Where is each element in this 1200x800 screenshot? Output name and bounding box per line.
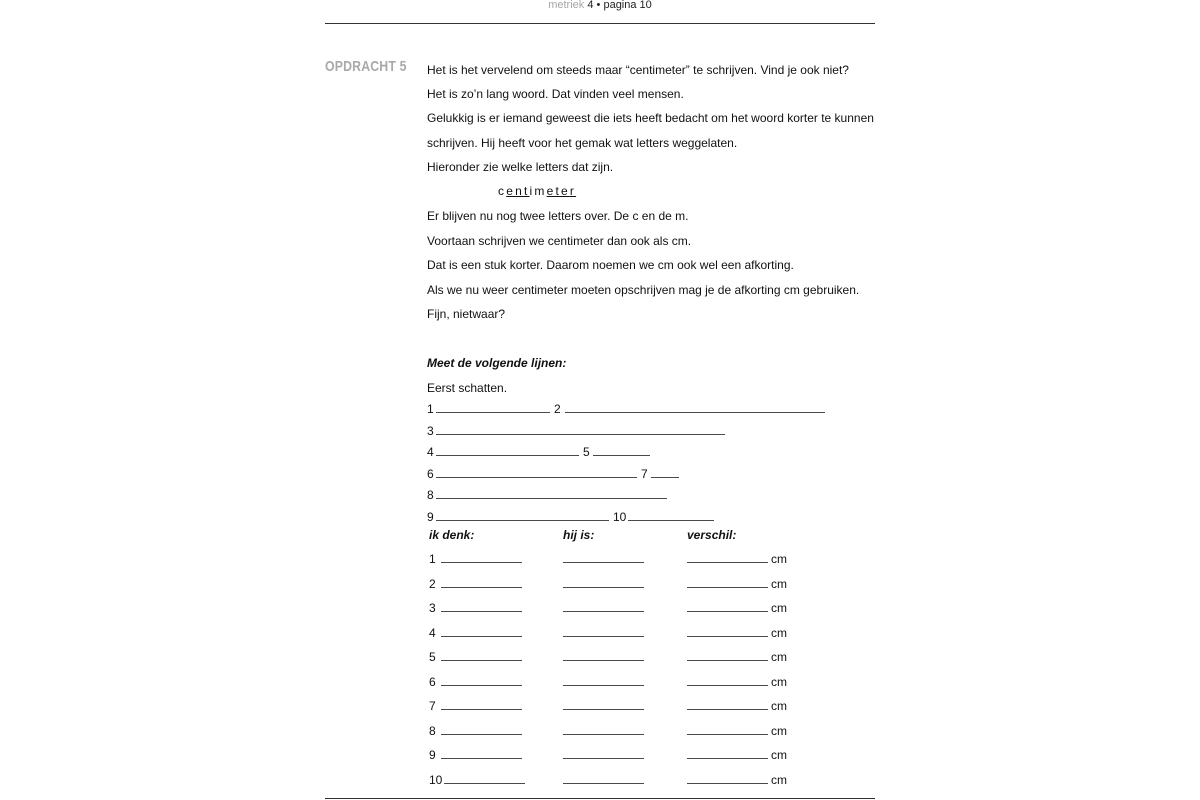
estimate-blank <box>441 660 522 661</box>
unit-label: cm <box>771 576 787 591</box>
difference-blank <box>687 758 768 759</box>
difference-blank <box>687 685 768 686</box>
estimate-blank <box>441 636 522 637</box>
unit-label: cm <box>771 552 787 566</box>
centimeter-letter: c <box>498 184 507 198</box>
unit-label: cm <box>771 625 787 640</box>
actual-blank <box>563 660 644 661</box>
line-label: 2 <box>554 402 561 416</box>
difference-blank <box>687 562 768 563</box>
estimate-blank <box>441 562 522 563</box>
centimeter-letter: m <box>534 184 547 198</box>
estimate-blank <box>444 783 525 784</box>
actual-blank <box>563 734 644 735</box>
page-header <box>0 0 1200 11</box>
estimate-blank <box>441 734 522 735</box>
instruction-text: Eerst schatten. <box>427 381 508 395</box>
actual-blank <box>563 562 644 563</box>
difference-blank <box>687 734 768 735</box>
header-series-number: 4 <box>587 0 594 11</box>
measure-line <box>651 477 679 478</box>
table-row-label: 5 <box>429 650 436 664</box>
line-label: 6 <box>427 467 434 481</box>
header-bullet: • <box>596 0 601 11</box>
line-label: 3 <box>427 424 434 438</box>
unit-label: cm <box>771 601 787 615</box>
unit-label: cm <box>771 748 787 762</box>
table-row-label: 3 <box>429 601 436 615</box>
paragraph-line: Er blijven nu nog twee letters over. De c en de m. <box>427 209 689 223</box>
measure-line <box>593 455 650 456</box>
measure-line <box>436 434 725 435</box>
paragraph-line: Het is het vervelend om steeds maar “centimeter” te schrijven. Vind je ook niet? <box>427 63 849 77</box>
line-label: 1 <box>427 402 434 416</box>
measure-line <box>436 412 550 413</box>
difference-blank <box>687 636 768 637</box>
unit-label: cm <box>771 723 787 738</box>
header-page-number: pagina 10 <box>603 0 652 11</box>
difference-blank <box>687 783 768 784</box>
paragraph-line: Als we nu weer centimeter moeten opschrijven mag je de afkorting cm gebruiken. <box>427 283 860 297</box>
table-row-label: 1 <box>429 552 436 566</box>
column-header-estimate: ik denk: <box>429 528 475 542</box>
line-label: 9 <box>427 510 434 524</box>
table-row-label: 8 <box>429 723 436 738</box>
centimeter-letter: e <box>546 184 556 198</box>
actual-blank <box>563 783 644 784</box>
table-row-label: 7 <box>429 699 436 713</box>
bottom-rule <box>325 798 875 799</box>
unit-label: cm <box>771 650 787 664</box>
measure-line <box>565 412 825 413</box>
measure-line <box>628 520 714 521</box>
column-header-actual: hij is: <box>563 528 595 542</box>
actual-blank <box>563 709 644 710</box>
centimeter-letter: e <box>506 184 516 198</box>
actual-blank <box>563 611 644 612</box>
paragraph-line: Dat is een stuk korter. Daarom noemen we cm ook wel een afkorting. <box>427 258 794 272</box>
measure-line <box>436 520 609 521</box>
difference-blank <box>687 587 768 588</box>
actual-blank <box>563 758 644 759</box>
centimeter-letter: e <box>561 184 570 198</box>
line-label: 5 <box>583 445 590 459</box>
line-label: 10 <box>613 510 627 524</box>
table-row-label: 9 <box>429 748 436 762</box>
centimeter-letter: t <box>523 184 530 198</box>
measure-line <box>436 498 667 499</box>
centimeter-letter: n <box>515 184 524 198</box>
difference-blank <box>687 660 768 661</box>
line-label: 7 <box>641 467 648 481</box>
centimeter-letter: i <box>529 184 535 198</box>
exercise-label: OPDRACHT 5 <box>325 58 407 75</box>
column-header-difference: verschil: <box>687 528 737 542</box>
line-label: 8 <box>427 488 434 502</box>
estimate-blank <box>441 709 522 710</box>
table-row-label: 4 <box>429 625 436 640</box>
paragraph-line: Voortaan schrijven we centimeter dan ook als cm. <box>427 234 692 248</box>
table-row-label: 2 <box>429 576 436 591</box>
centimeter-word <box>498 184 576 198</box>
actual-blank <box>563 685 644 686</box>
estimate-blank <box>441 685 522 686</box>
estimate-blank <box>441 611 522 612</box>
unit-label: cm <box>771 674 787 689</box>
table-row-label: 10 <box>429 772 443 787</box>
paragraph-line: schrijven. Hij heeft voor het gemak wat letters weggelaten. <box>427 136 738 150</box>
table-row-label: 6 <box>429 674 436 689</box>
measure-line <box>436 477 637 478</box>
line-label: 4 <box>427 445 434 459</box>
actual-blank <box>563 636 644 637</box>
section-heading: Meet de volgende lijnen: <box>427 356 567 370</box>
measure-line <box>436 455 579 456</box>
paragraph-line: Hieronder zie welke letters dat zijn. <box>427 160 614 174</box>
top-rule <box>325 23 875 24</box>
unit-label: cm <box>771 699 787 713</box>
difference-blank <box>687 611 768 612</box>
estimate-blank <box>441 758 522 759</box>
unit-label: cm <box>771 772 787 787</box>
estimate-blank <box>441 587 522 588</box>
actual-blank <box>563 587 644 588</box>
difference-blank <box>687 709 768 710</box>
paragraph-line: Het is zo’n lang woord. Dat vinden veel mensen. <box>427 87 684 101</box>
header-series: metriek <box>548 0 585 11</box>
centimeter-letter: t <box>555 184 561 198</box>
paragraph-line: Gelukkig is er iemand geweest die iets heeft bedacht om het woord korter te kunnen <box>427 111 874 125</box>
centimeter-letter: r <box>569 184 577 198</box>
paragraph-line: Fijn, nietwaar? <box>427 307 506 321</box>
